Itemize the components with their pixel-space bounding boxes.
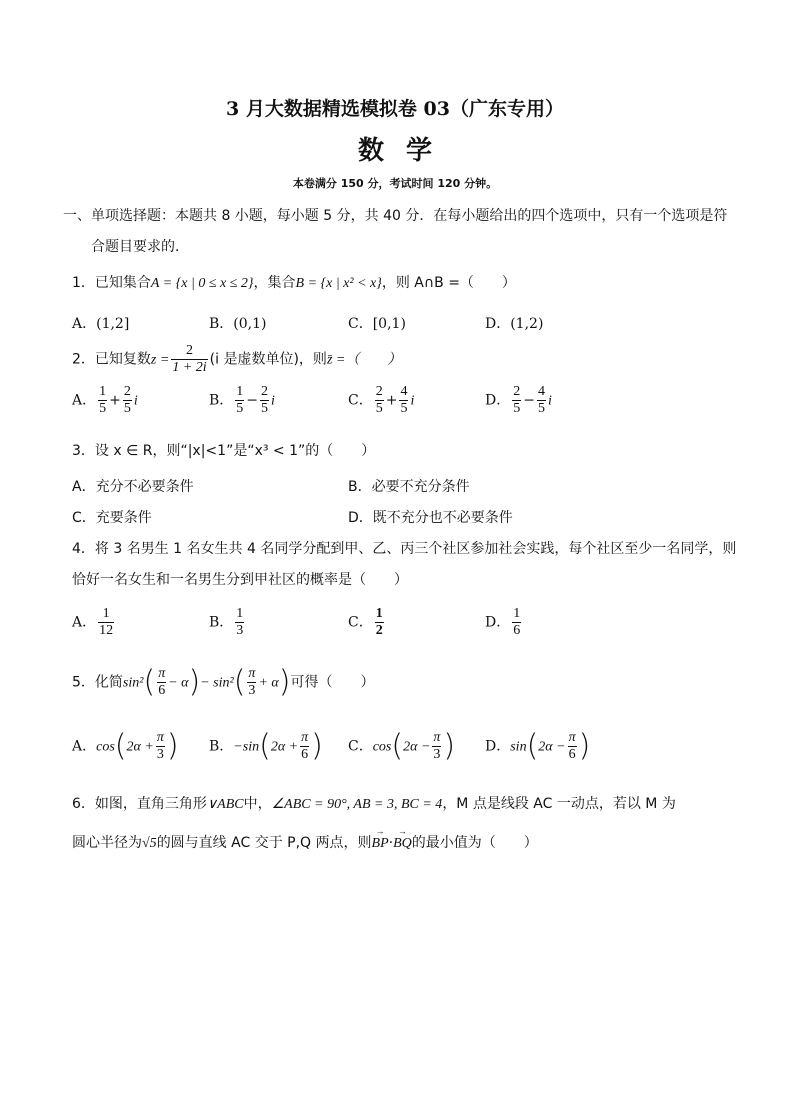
q2-zbar: z̄ =（ ） bbox=[326, 352, 402, 368]
q2-z: z = bbox=[150, 352, 170, 368]
q3-option-d: D．既不充分也不必要条件 bbox=[348, 510, 513, 526]
q1-option-c: C．[0,1) bbox=[348, 316, 406, 332]
q2-option-b: B． $\frac{1}{5}$ − $\frac{2}{5}$ i bbox=[209, 384, 275, 417]
question-2 bbox=[72, 343, 401, 376]
question-4-line2: 恰好一名女生和一名男生分到甲社区的概率是（ ） bbox=[72, 572, 408, 588]
q5-option-a: A．cos(2α + $\frac{\pi}{3}$ ) bbox=[72, 728, 179, 764]
question-6-line1: 6．如图，直角三角形∨ABC中，∠ABC = 90°, AB = 3, BC = 4，M 点是线段 AC 一动点，若以 M 为 bbox=[72, 796, 676, 812]
question-5: 5．化简sin²( $\frac{\pi}{6}$ − α)− sin²( $\frac{\pi}{3}$ + α)可得（ ） bbox=[72, 664, 375, 700]
q4-option-d: D． $\frac{1}{6}$ bbox=[485, 606, 521, 639]
q2-option-d: D． $\frac{2}{5}$ − $\frac{4}{5}$ i bbox=[485, 384, 552, 417]
q5-option-c: C．cos(2α − $\frac{\pi}{3}$ ) bbox=[348, 728, 456, 764]
q2-option-a: A． $\frac{1}{5}$ + $\frac{2}{5}$ i bbox=[72, 384, 138, 417]
q1-setA: A = {x | 0 ≤ x ≤ 2} bbox=[150, 276, 254, 291]
q3-option-c: C．充要条件 bbox=[72, 510, 152, 526]
q1-option-a: A．(1,2] bbox=[72, 316, 130, 332]
section-heading-line1: 一、单项选择题：本题共 8 小题，每小题 5 分，共 40 分．在每小题给出的四个选项中，只有一个选项是符 bbox=[63, 208, 728, 224]
question-4-line1: 4．将 3 名男生 1 名女生共 4 名同学分配到甲、乙、丙三个社区参加社会实践，每个社区至少一名同学，则 bbox=[72, 541, 737, 557]
q2-fraction: $\frac{2}{1 + 2i}$ bbox=[172, 343, 207, 376]
exam-title: 3 月大数据精选模拟卷 03（广东专用） bbox=[226, 98, 564, 120]
subject-title: 数学 bbox=[357, 136, 454, 166]
q3-option-a: A．充分不必要条件 bbox=[72, 479, 194, 495]
q1-num: 1．已知集合 bbox=[72, 275, 151, 291]
q1-setB: B = {x | x² < x} bbox=[295, 276, 382, 291]
q4-option-c: C． $\frac{1}{2}$ bbox=[348, 606, 383, 639]
q4-option-b: B． $\frac{1}{3}$ bbox=[209, 606, 244, 639]
q4-option-a: A． $\frac{1}{12}$ bbox=[72, 606, 114, 639]
q1-option-b: B．(0,1) bbox=[209, 316, 267, 332]
q1-option-d: D．(1,2) bbox=[485, 316, 544, 332]
q5-option-b: B．−sin(2α + $\frac{\pi}{6}$ ) bbox=[209, 728, 323, 764]
q1-tail: ，则 A∩B =（ ） bbox=[381, 275, 516, 291]
q2-pre: 2．已知复数 bbox=[72, 351, 151, 368]
q2-option-c: C． $\frac{2}{5}$ + $\frac{4}{5}$ i bbox=[348, 384, 415, 417]
q1-mid: ，集合 bbox=[253, 275, 296, 291]
q5-option-d: D．sin(2α − $\frac{\pi}{6}$ ) bbox=[485, 728, 591, 764]
question-3: 3．设 x ∈ R，则“|x|<1”是“x³ < 1”的（ ） bbox=[72, 443, 376, 459]
question-6-line2: 圆心半径为√5的圆与直线 AC 交于 P,Q 两点，则→ BP·→ BQ的最小值为（ ） bbox=[72, 832, 538, 852]
question-1 bbox=[72, 272, 516, 292]
exam-note: 本卷满分 150 分，考试时间 120 分钟。 bbox=[292, 177, 498, 190]
q2-post: (i 是虚数单位)，则 bbox=[209, 351, 327, 368]
section-heading-line2: 合题目要求的． bbox=[91, 239, 189, 255]
q3-option-b: B．必要不充分条件 bbox=[348, 479, 470, 495]
